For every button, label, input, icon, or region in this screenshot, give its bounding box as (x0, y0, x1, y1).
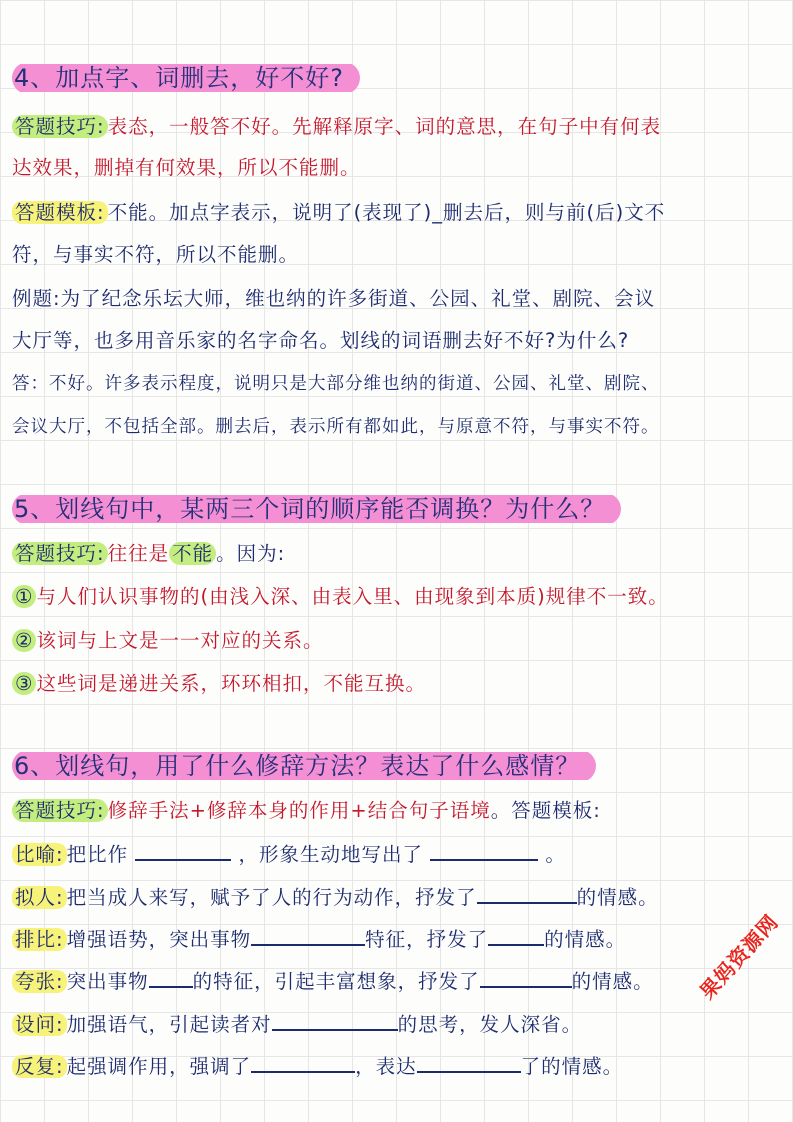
row-text: 突出事物 (66, 970, 149, 993)
fill-blank (135, 841, 231, 861)
watermark: 果妈资源网 (694, 909, 784, 1004)
item-text: 该词与上文是一一对应的关系。 (36, 629, 324, 652)
row-text: 的思考，发人深省。 (397, 1013, 583, 1036)
s5-item-2 (12, 627, 787, 655)
s4-tip-line-2: 达效果，删掉有何效果，所以不能删。 (12, 156, 361, 179)
s4-tip-line-1 (12, 113, 787, 141)
rhetoric-row-repetition (12, 1053, 787, 1081)
fill-blank (488, 926, 544, 946)
rhetoric-label: 设问: (12, 1013, 67, 1036)
fill-blank (149, 968, 193, 988)
s6-tip-line (12, 797, 787, 825)
example-text: 为了纪念乐坛大师，维也纳的许多街道、公园、礼堂、剧院、会议 (60, 287, 656, 310)
rhetoric-row-hyperbole (12, 968, 787, 996)
item-text: 这些词是递进关系，环环相扣，不能互换。 (36, 672, 426, 695)
example-label: 例题: (12, 287, 61, 310)
rhetoric-label: 夸张: (12, 970, 67, 993)
section-4-heading (12, 64, 787, 92)
row-text: 特征，抒发了 (365, 928, 489, 951)
row-text: 的情感。 (544, 928, 627, 951)
tip-text: 表态，一般答不好。先解释原字、词的意思，在句子中有何表 (107, 115, 662, 138)
fill-blank (251, 926, 365, 946)
s4-answer-line-1: 答：不好。许多表示程度，说明只是大部分维也纳的街道、公园、礼堂、剧院、 (12, 374, 660, 394)
section-4-title: 4、加点字、词删去，好不好? (12, 64, 360, 92)
tip-text-post: 。因为: (216, 542, 286, 565)
item-text: 与人们认识事物的(由浅入深、由表入里、由现象到本质)规律不一致。 (36, 585, 669, 608)
tip-highlight: 不能 (169, 542, 216, 565)
row-text: 把比作 (66, 843, 136, 866)
section-6-title: 6、划线句，用了什么修辞方法？表达了什么感情？ (12, 752, 596, 780)
row-text: 的特征，引起丰富想象，抒发了 (192, 970, 480, 993)
s5-item-1 (12, 583, 787, 611)
section-5-heading (12, 495, 787, 523)
template-label: 答题模板: (12, 201, 108, 224)
row-text: ，表达 (355, 1055, 417, 1078)
rhetoric-row-personification (12, 884, 787, 912)
tip-label: 答题技巧: (12, 115, 108, 138)
s5-tip-line (12, 540, 787, 568)
row-text: 起强调作用，强调了 (66, 1055, 252, 1078)
s5-item-3 (12, 670, 787, 698)
row-text: 把当成人来写，赋予了人的行为动作，抒发了 (66, 886, 477, 909)
fill-blank (272, 1011, 398, 1031)
rhetoric-label: 反复: (12, 1055, 67, 1078)
section-5-title: 5、划线句中，某两三个词的顺序能否调换？为什么？ (12, 495, 621, 523)
fill-blank (417, 1053, 521, 1073)
tip-text: 修辞手法+修辞本身的作用+结合句子语境 (107, 799, 491, 822)
s4-example-line-1 (12, 285, 787, 313)
item-number: ② (12, 629, 36, 652)
fill-blank (477, 884, 577, 904)
rhetoric-row-metaphor (12, 841, 787, 869)
row-text: 的情感。 (571, 970, 654, 993)
item-number: ③ (12, 672, 36, 695)
fill-blank (430, 841, 538, 861)
fill-blank (251, 1053, 355, 1073)
tip-tail: 。答题模板: (490, 799, 601, 822)
s4-template-line-2: 符，与事实不符，所以不能删。 (12, 243, 300, 266)
row-text: ，形象生动地写出了 (231, 843, 431, 866)
template-text: 不能。加点字表示，说明了(表现了)_删去后，则与前(后)文不 (107, 201, 666, 224)
row-text: 了的情感。 (520, 1055, 624, 1078)
row-text: 增强语势，突出事物 (66, 928, 252, 951)
rhetoric-label: 排比: (12, 928, 67, 951)
tip-label: 答题技巧: (12, 799, 108, 822)
row-text: 加强语气，引起读者对 (66, 1013, 272, 1036)
rhetoric-label: 比喻: (12, 843, 67, 866)
rhetoric-row-rhetorical-question (12, 1011, 787, 1039)
tip-text-pre: 往往是 (107, 542, 170, 565)
tip-label: 答题技巧: (12, 542, 108, 565)
section-6-heading (12, 752, 787, 780)
item-number: ① (12, 585, 36, 608)
s4-example-line-2: 大厅等，也多用音乐家的名字命名。划线的词语删去好不好?为什么? (12, 329, 630, 352)
row-text: 。 (538, 843, 566, 866)
rhetoric-row-parallelism (12, 926, 787, 954)
s4-template-line-1 (12, 199, 787, 227)
row-text: 的情感。 (576, 886, 659, 909)
rhetoric-label: 拟人: (12, 886, 67, 909)
fill-blank (480, 968, 572, 988)
s4-answer-line-2: 会议大厅，不包括全部。删去后，表示所有都如此，与原意不符，与事实不符。 (12, 417, 660, 437)
